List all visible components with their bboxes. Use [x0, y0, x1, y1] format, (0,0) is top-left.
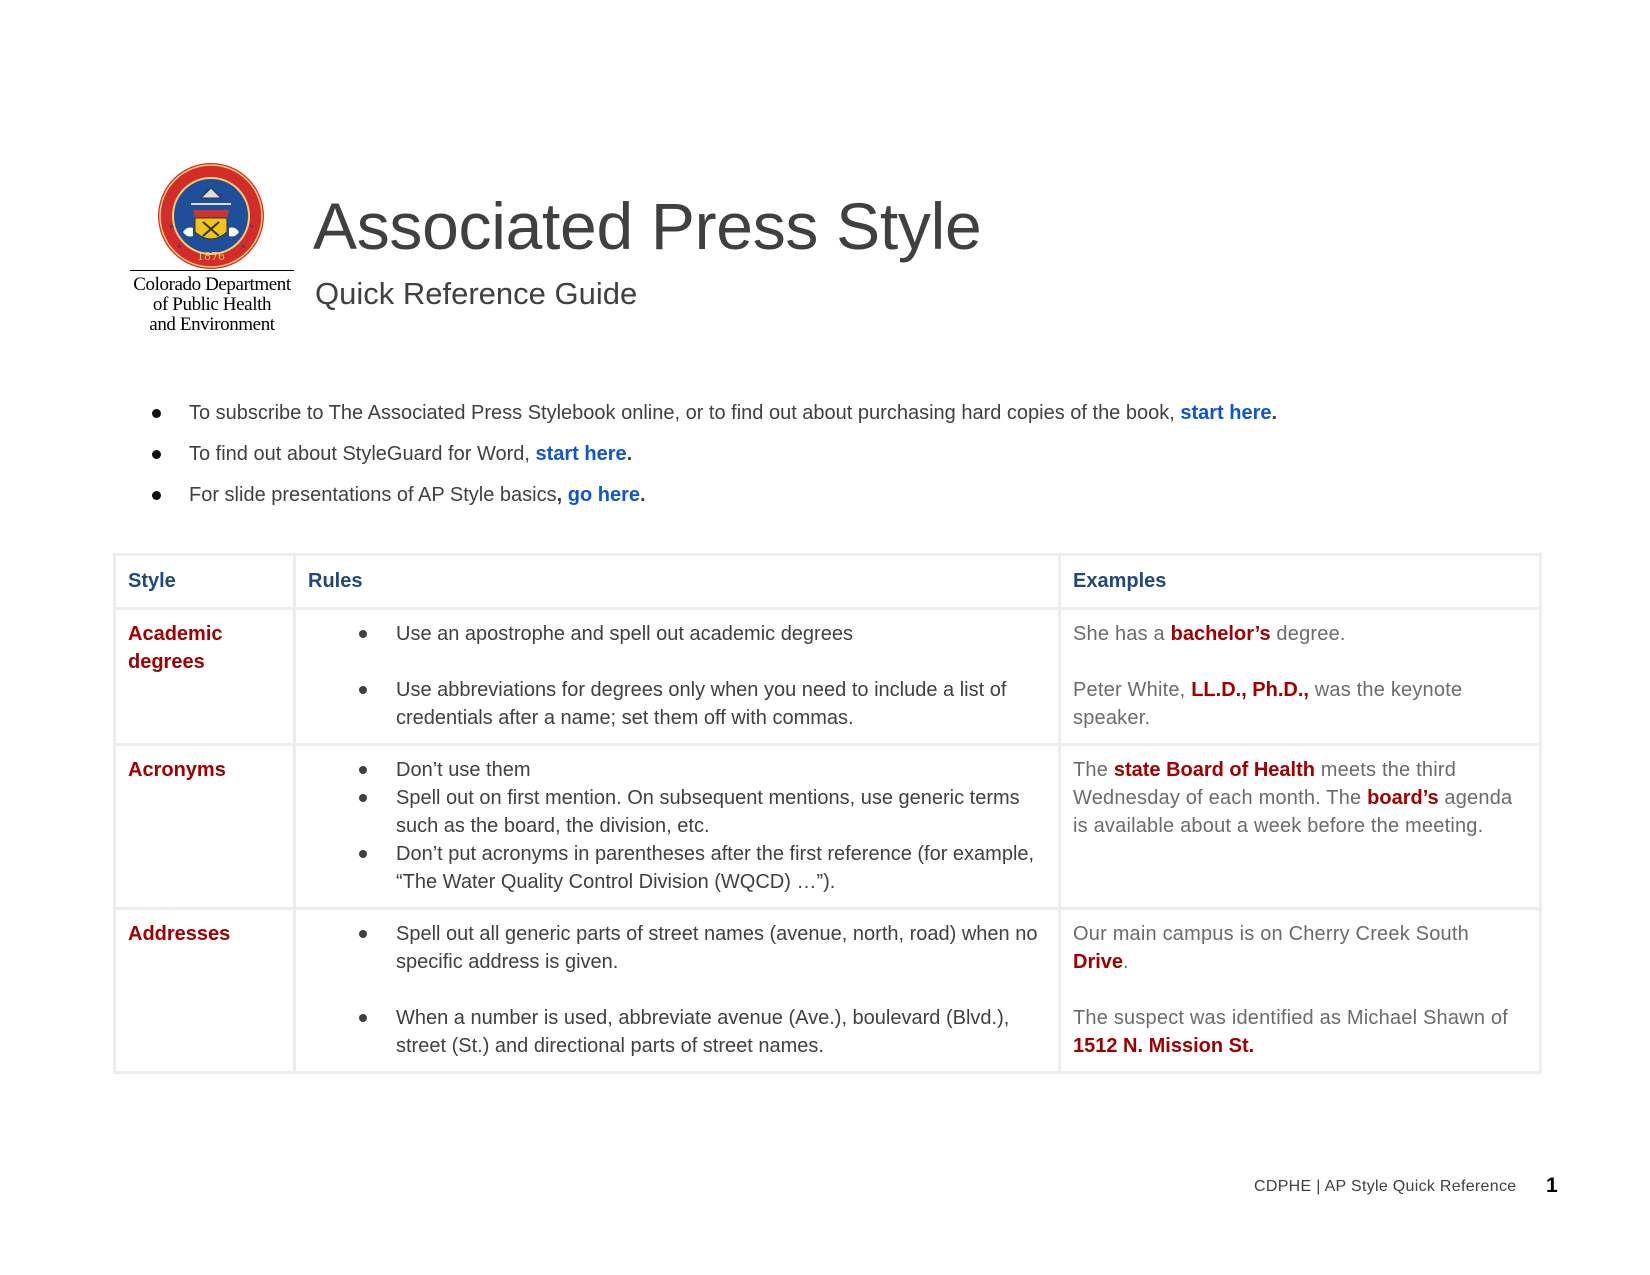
- highlighted-term: board’s: [1367, 787, 1439, 809]
- intro-item-slides: For slide presentations of AP Style basics, go here.: [148, 480, 1277, 521]
- page-footer: CDPHE | AP Style Quick Reference: [1254, 1178, 1517, 1195]
- table-header-row: [115, 555, 1541, 609]
- style-cell: Acronyms: [115, 745, 295, 909]
- examples-cell: [1060, 909, 1541, 1073]
- colorado-state-seal-icon: [157, 162, 265, 270]
- column-header-examples: Examples: [1060, 555, 1541, 609]
- intro-item-styleguard: To find out about StyleGuard for Word, start here.: [148, 439, 1277, 480]
- column-header-style: Style: [115, 555, 295, 609]
- logo-line-1: Colorado Department: [133, 274, 291, 295]
- go-here-link-slides[interactable]: go here: [567, 484, 640, 506]
- rules-list: [308, 620, 1048, 732]
- page-title: Associated Press Style: [313, 189, 982, 263]
- page-subtitle: Quick Reference Guide: [315, 276, 638, 311]
- table-row-addresses: [115, 909, 1541, 1073]
- highlighted-term: 1512 N. Mission St.: [1073, 1035, 1255, 1057]
- examples-cell: [1060, 609, 1541, 745]
- rule-item: Spell out all generic parts of street names (avenue, north, road) when no specific address is given.: [308, 920, 1048, 976]
- logo-divider: [130, 270, 294, 271]
- page-number: 1: [1546, 1174, 1558, 1197]
- highlighted-term: state Board of Health: [1113, 759, 1315, 781]
- style-cell: Academic degrees: [115, 609, 295, 745]
- rules-cell: [295, 609, 1060, 745]
- rules-list: [308, 756, 1048, 896]
- table-row-acronyms: [115, 745, 1541, 909]
- rule-item: Don’t use them: [308, 756, 1048, 784]
- highlighted-term: Drive: [1073, 951, 1124, 973]
- svg-text:1876: 1876: [197, 250, 225, 263]
- example-line: She has a bachelor’s degree.: [1073, 623, 1346, 645]
- example-line: The state Board of Health meets the third Wednesday of each month. The board’s agenda is available about a week before the meeting.: [1073, 759, 1513, 837]
- highlighted-term: bachelor’s: [1170, 623, 1271, 645]
- column-header-rules: Rules: [295, 555, 1060, 609]
- logo-line-2: of Public Health: [152, 294, 272, 315]
- rule-item: Use an apostrophe and spell out academic degrees: [308, 620, 1048, 648]
- cdphe-logo: [128, 160, 296, 338]
- rule-item: Use abbreviations for degrees only when you need to include a list of credentials after a name; set them off with commas.: [308, 676, 1048, 732]
- logo-line-3: and Environment: [149, 314, 275, 335]
- example-line: Our main campus is on Cherry Creek South Drive.: [1073, 923, 1469, 973]
- ap-style-table: [113, 553, 1542, 1074]
- start-here-link-stylebook[interactable]: start here: [1180, 402, 1272, 424]
- style-cell: Addresses: [115, 909, 295, 1073]
- rules-cell: [295, 909, 1060, 1073]
- highlighted-term: LL.D., Ph.D.,: [1191, 679, 1309, 701]
- rule-item: Don’t put acronyms in parentheses after the first reference (for example, “The Water Quality Control Division (WQCD) …”).: [308, 840, 1048, 896]
- examples-cell: [1060, 745, 1541, 909]
- example-line: Peter White, LL.D., Ph.D., was the keynote speaker.: [1073, 679, 1463, 729]
- rules-cell: [295, 745, 1060, 909]
- start-here-link-styleguard[interactable]: start here: [535, 443, 627, 465]
- intro-item-subscribe: To subscribe to The Associated Press Stylebook online, or to find out about purchasing hard copies of the book, start here.: [148, 398, 1277, 439]
- table-row-academic-degrees: [115, 609, 1541, 745]
- rule-item: Spell out on first mention. On subsequent mentions, use generic terms such as the board, the division, etc.: [308, 784, 1048, 840]
- logo-org-name: [128, 275, 296, 335]
- rules-list: [308, 920, 1048, 1060]
- example-line: The suspect was identified as Michael Shawn of 1512 N. Mission St.: [1073, 1007, 1508, 1057]
- rule-item: When a number is used, abbreviate avenue (Ave.), boulevard (Blvd.), street (St.) and directional parts of street names.: [308, 1004, 1048, 1060]
- intro-list: [148, 398, 1277, 521]
